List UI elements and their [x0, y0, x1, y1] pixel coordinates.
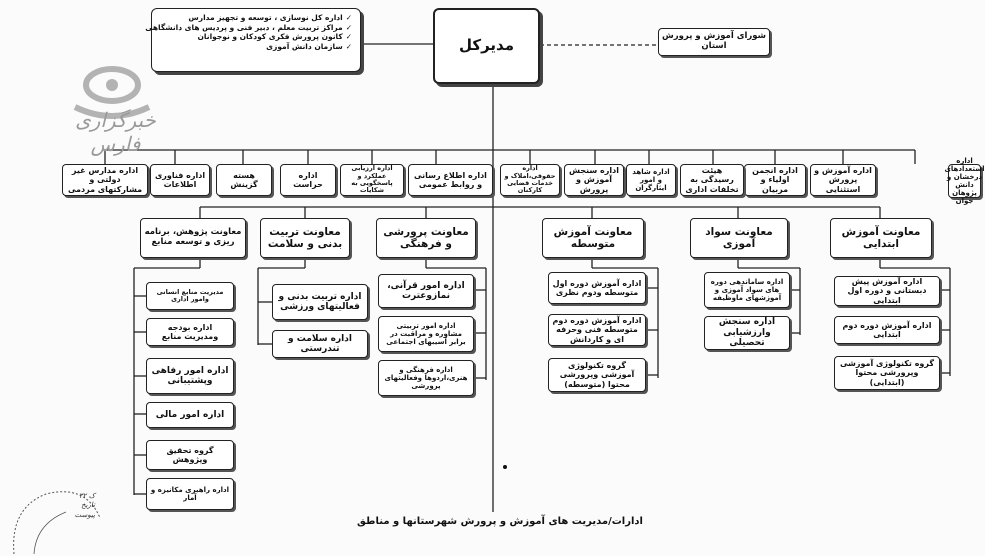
check-icon: ✓ [345, 13, 352, 22]
stamp-attachment: پیوست [74, 510, 95, 519]
check-icon: ✓ [345, 41, 352, 51]
office-assessment-box: اداره سنجش آموزش و پرورش [564, 164, 624, 196]
unit-secondary-first-cycle-box: اداره آموزش دوره اول متوسطه ودوم نظری [548, 272, 646, 304]
duty-item: ✓سازمان دانش آموزی [266, 41, 352, 51]
dot-mark [502, 464, 508, 470]
office-security-box: اداره حراست [280, 164, 336, 196]
unit-quran-prayer-box: اداره امور قرآنی، نمازوعترت [378, 274, 474, 308]
office-parents-association-box: اداره انجمن اولیاء و مربیان [744, 164, 806, 196]
unit-welfare-support-box: اداره امور رفاهی وپشتیبانی [146, 358, 234, 394]
check-icon: ✓ [345, 32, 352, 42]
affiliated-duties-box [145, 8, 361, 72]
office-selection-core-box: هسته گزینش [216, 164, 272, 196]
deputy-primary-education-box: معاونت آموزش ابتدایی [830, 218, 932, 258]
unit-arts-camps-box: اداره فرهنگی و هنری،اردوها وفعالیتهای پرورشی [378, 360, 474, 396]
provincial-council-box: شورای آموزش و پرورش استان [658, 28, 770, 56]
office-it-box: اداره فناوری اطلاعات [150, 164, 210, 196]
deputy-research-planning-box: معاونت پژوهش، برنامه ریزی و توسعه منابع [140, 218, 246, 258]
unit-primary-second-cycle-box: اداره آموزش دوره دوم ابتدایی [834, 316, 940, 344]
unit-budget-box: اداره بودجه ومدیریت منابع [146, 318, 234, 346]
stamp-date: تاریخ [81, 501, 95, 510]
unit-counseling-box: اداره امور تربیتی مشاوره و مراقبت در برابر آسیبهای اجتماعی [378, 316, 474, 352]
stamp-number: ک ۳۲ [78, 492, 95, 500]
unit-human-resources-box: مدیریت منابع انسانی وامور اداری [146, 282, 234, 310]
office-legal-affairs-box: اداره حقوقی،املاک و خدمات قضایی کارکنان [500, 164, 560, 196]
office-talents-box: اداره استعدادهای درخشان و دانش پژوهان جوان [944, 156, 985, 206]
check-icon: ✓ [345, 22, 352, 32]
office-exceptional-education-box: اداره آموزش و پرورش استثنایی [810, 164, 876, 196]
office-performance-evaluation-box: اداره ارزیابی عملکرد و پاسخگویی به شکایات [340, 164, 404, 196]
watermark-text: خبرگزاری فارس [75, 108, 156, 156]
office-public-relations-box: اداره اطلاع رسانی و روابط عمومی [408, 164, 493, 196]
unit-finance-box: اداره امور مالی [146, 402, 234, 428]
unit-sports-activities-box: اداره تربیت بدنی و فعالیتهای ورزشی [272, 284, 368, 320]
office-martyrs-box: اداره شاهد و امور ایثارگران [626, 164, 676, 196]
deputy-physical-education-box: معاونت تربیت بدنی و سلامت [260, 218, 350, 258]
unit-research-group-box: گروه تحقیق وپژوهش [146, 440, 234, 470]
unit-academic-assessment-box: اداره سنجش وارزشیابی تحصیلی [704, 316, 790, 350]
unit-statistics-box: اداره راهبری مکانیزه و آمار [146, 478, 234, 510]
office-nongovernmental-schools-box: اداره مدارس غیر دولتی و مشارکتهای مردمی [62, 164, 148, 196]
unit-edtech-primary-box: گروه تکنولوژی آموزشی وپرورشی محتوا (ابتدایی) [834, 356, 940, 390]
deputy-cultural-box: معاونت پرورشی و فرهنگی [376, 218, 476, 258]
office-violations-board-box: هیئت رسیدگی به تخلفات اداری [680, 164, 744, 196]
unit-edtech-secondary-box: گروه تکنولوژی آموزشی وپرورشی محتوا (متوسطه) [548, 358, 646, 392]
regional-departments-label: ادارات/مدیریت های آموزش و پرورش شهرستانها و مناطق [357, 516, 643, 527]
duty-item: ✓کانون پرورش فکری کودکان و نوجوانان [197, 32, 352, 42]
unit-preschool-box: اداره آموزش پیش دبستانی و دوره اول ابتدایی [834, 276, 940, 306]
duty-item: ✓اداره کل نوسازی ، توسعه و تجهیز مدارس [188, 13, 352, 22]
unit-literacy-courses-box: اداره ساماندهی دوره های سواد آموزی و آموزشهای ماوظیفه [704, 272, 790, 308]
unit-vocational-secondary-box: اداره آموزش دوره دوم متوسطه فنی وحرفه ای و کاردانش [548, 314, 646, 346]
unit-health-box: اداره سلامت و تندرستی [272, 330, 368, 358]
director-general-box: مدیرکل [433, 8, 540, 84]
deputy-literacy-box: معاونت سواد آموزی [690, 218, 788, 258]
duty-item: ✓مراکز تربیت معلم ، دبیر فنی و پردیس های دانشگاهی [145, 22, 352, 32]
stamp-lines [40, 492, 95, 520]
deputy-secondary-education-box: معاونت آموزش متوسطه [542, 218, 644, 258]
